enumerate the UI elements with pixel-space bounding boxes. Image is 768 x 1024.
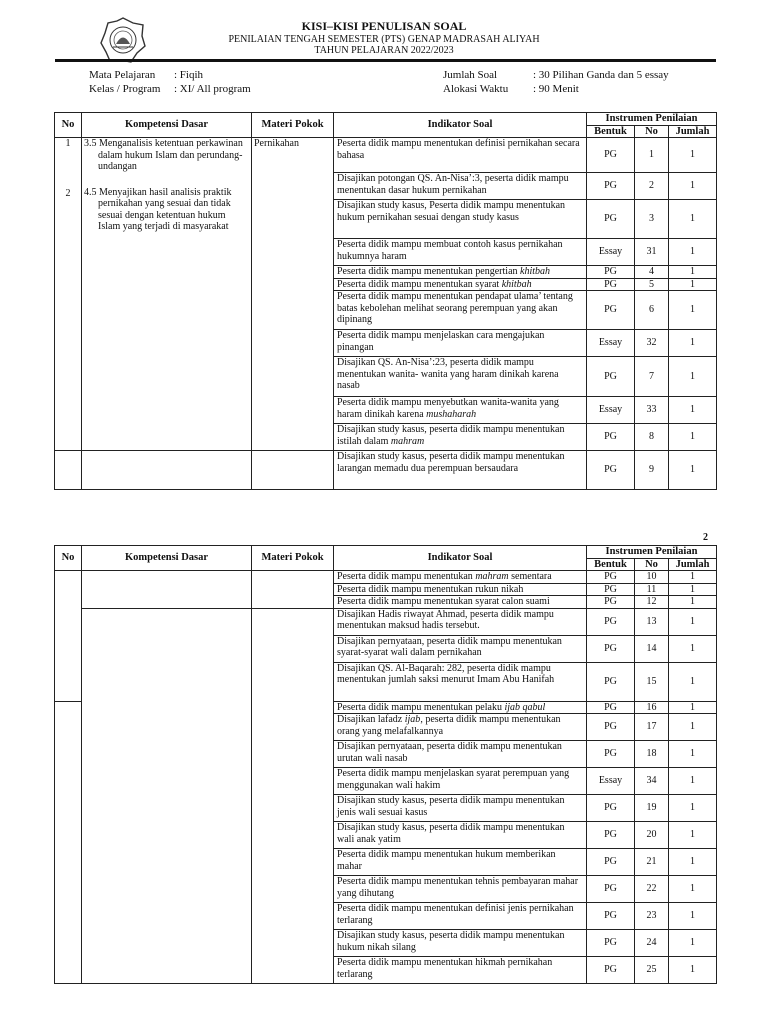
class-value: : XI/ All program — [174, 83, 251, 95]
jumlah-cell: 1 — [669, 200, 717, 239]
indicator-cell: Disajikan Hadis riwayat Ahmad, peserta didik mampu menentukan maksud hadis tersebut. — [334, 608, 587, 635]
jumlah-cell: 1 — [669, 424, 717, 451]
indicator-cell: Disajikan study kasus, peserta didik mampu menentukan hukum nikah silang — [334, 930, 587, 957]
indicator-cell: Peserta didik mampu menentukan pelaku ijab qabul — [334, 701, 587, 714]
indicator-cell: Peserta didik mampu menentukan rukun nikah — [334, 583, 587, 596]
col-header-indikator: Indikator Soal — [334, 546, 587, 571]
document-title: KISI–KISI PENULISAN SOAL — [301, 19, 467, 33]
bentuk-cell: PG — [587, 200, 635, 239]
indicator-cell: Disajikan QS. Al-Baqarah: 282, peserta didik mampu menentukan jumlah saksi menurut Imam Abu Hanifah — [334, 662, 587, 701]
col-header-indikator: Indikator Soal — [334, 113, 587, 138]
jumlah-cell: 1 — [669, 266, 717, 279]
indicator-cell: Peserta didik mampu menentukan pendapat ulama’ tentang batas kebolehan melihat seorang perempuan yang akan dipinang — [334, 291, 587, 330]
kd-number-1: 1 — [65, 138, 71, 149]
question-number-cell: 14 — [635, 635, 669, 662]
question-number-cell: 13 — [635, 608, 669, 635]
materi-cell: Pernikahan — [252, 138, 334, 451]
bentuk-cell: PG — [587, 795, 635, 822]
question-number-cell: 25 — [635, 957, 669, 984]
time-value: : 90 Menit — [533, 83, 579, 95]
bentuk-cell: PG — [587, 278, 635, 291]
empty-cell — [252, 608, 334, 984]
bentuk-cell: PG — [587, 596, 635, 609]
question-number-cell: 34 — [635, 768, 669, 795]
bentuk-cell: PG — [587, 822, 635, 849]
academic-year: TAHUN PELAJARAN 2022/2023 — [314, 45, 454, 56]
question-number-cell: 23 — [635, 903, 669, 930]
bentuk-cell: Essay — [587, 239, 635, 266]
indicator-cell: Peserta didik mampu menentukan pengertian khitbah — [334, 266, 587, 279]
subject-value: : Fiqih — [174, 69, 204, 81]
table-row — [55, 451, 717, 490]
question-number-cell: 9 — [635, 451, 669, 490]
question-number-cell: 32 — [635, 330, 669, 357]
indicator-cell: Disajikan pernyataan, peserta didik mampu menentukan syarat-syarat wali dalam pernikahan — [334, 635, 587, 662]
jumlah-cell: 1 — [669, 596, 717, 609]
bentuk-cell: PG — [587, 849, 635, 876]
col-header-no: No — [55, 113, 82, 138]
col-header-no: No — [55, 546, 82, 571]
bentuk-cell: PG — [587, 571, 635, 584]
indicator-cell: Peserta didik mampu menentukan mahram sementara — [334, 571, 587, 584]
bentuk-cell: PG — [587, 662, 635, 701]
jumlah-cell: 1 — [669, 768, 717, 795]
question-number-cell: 18 — [635, 741, 669, 768]
col-header-jumlah: Jumlah — [669, 125, 717, 138]
class-label: Kelas / Program — [89, 83, 161, 95]
indicator-cell: Peserta didik mampu menyebutkan wanita-wanita yang haram dinikah karena mushaharah — [334, 397, 587, 424]
jumlah-cell: 1 — [669, 822, 717, 849]
jumlah-cell: 1 — [669, 714, 717, 741]
jumlah-cell: 1 — [669, 930, 717, 957]
jumlah-cell: 1 — [669, 608, 717, 635]
empty-cell — [82, 571, 252, 609]
indicator-cell: Peserta didik mampu menentukan definisi jenis pernikahan terlarang — [334, 903, 587, 930]
page-number: 2 — [703, 532, 708, 543]
empty-cell — [252, 571, 334, 609]
jumlah-cell: 1 — [669, 957, 717, 984]
jumlah-cell: 1 — [669, 876, 717, 903]
question-number-cell: 15 — [635, 662, 669, 701]
indicator-cell: Disajikan potongan QS. An-Nisa’:3, peserta didik mampu menentukan dasar hukum pernikahan — [334, 173, 587, 200]
col-header-instrumen: Instrumen Penilaian — [587, 546, 717, 559]
question-number-cell: 17 — [635, 714, 669, 741]
jumlah-cell: 1 — [669, 701, 717, 714]
bentuk-cell: PG — [587, 583, 635, 596]
kd-text-2: 4.5 Menyajikan hasil analisis praktik pernikahan yang sesuai dan tidak sesuai dengan ketentuan hukum Islam yang terjadi di masyarakat — [84, 186, 232, 232]
question-number-cell: 19 — [635, 795, 669, 822]
bentuk-cell: PG — [587, 635, 635, 662]
bentuk-cell: PG — [587, 903, 635, 930]
count-value: : 30 Pilihan Ganda dan 5 essay — [533, 69, 669, 81]
table-row — [55, 608, 717, 635]
kd-cell — [82, 138, 252, 451]
indicator-cell: Peserta didik mampu menentukan syarat khitbah — [334, 278, 587, 291]
indicator-cell: Disajikan study kasus, Peserta didik mampu menentukan hukum pernikahan sesuai dengan study kasus — [334, 200, 587, 239]
bentuk-cell: PG — [587, 741, 635, 768]
bentuk-cell: Essay — [587, 768, 635, 795]
indicator-cell: Peserta didik mampu menentukan definisi pernikahan secara bahasa — [334, 138, 587, 173]
header-rule — [55, 59, 716, 62]
question-number-cell: 16 — [635, 701, 669, 714]
jumlah-cell: 1 — [669, 397, 717, 424]
jumlah-cell: 1 — [669, 795, 717, 822]
indicator-cell: Peserta didik mampu menentukan hukum memberikan mahar — [334, 849, 587, 876]
question-number-cell: 21 — [635, 849, 669, 876]
indicator-cell: Disajikan study kasus, peserta didik mampu menentukan istilah dalam mahram — [334, 424, 587, 451]
question-number-cell: 7 — [635, 357, 669, 397]
indicator-cell: Peserta didik mampu membuat contoh kasus pernikahan hukumnya haram — [334, 239, 587, 266]
col-header-kd: Kompetensi Dasar — [82, 113, 252, 138]
bentuk-cell: PG — [587, 138, 635, 173]
bentuk-cell: Essay — [587, 330, 635, 357]
bentuk-cell: PG — [587, 957, 635, 984]
jumlah-cell: 1 — [669, 741, 717, 768]
col-header-jumlah: Jumlah — [669, 558, 717, 571]
col-header-materi: Materi Pokok — [252, 113, 334, 138]
bentuk-cell: PG — [587, 701, 635, 714]
indicator-cell: Disajikan study kasus, peserta didik mampu menentukan jenis wali sesuai kasus — [334, 795, 587, 822]
bentuk-cell: PG — [587, 714, 635, 741]
time-label: Alokasi Waktu — [443, 83, 509, 95]
empty-cell — [82, 608, 252, 984]
indicator-cell: Disajikan QS. An-Nisa’:23, peserta didik mampu menentukan wanita- wanita yang haram dinikah karena nasab — [334, 357, 587, 397]
empty-cell — [252, 451, 334, 490]
question-number-cell: 4 — [635, 266, 669, 279]
jumlah-cell: 1 — [669, 291, 717, 330]
jumlah-cell: 1 — [669, 451, 717, 490]
meta-left — [89, 68, 251, 96]
bentuk-cell: PG — [587, 173, 635, 200]
empty-cell — [82, 451, 252, 490]
jumlah-cell: 1 — [669, 173, 717, 200]
table-row — [55, 138, 717, 173]
indicator-cell: Peserta didik mampu menjelaskan cara mengajukan pinangan — [334, 330, 587, 357]
col-header-nomor: No — [635, 125, 669, 138]
kisi-table-page-1 — [54, 112, 717, 490]
empty-cell — [55, 701, 82, 984]
indicator-cell: Disajikan lafadz ijab, peserta didik mampu menentukan orang yang melafalkannya — [334, 714, 587, 741]
question-number-cell: 33 — [635, 397, 669, 424]
empty-cell — [55, 451, 82, 490]
question-number-cell: 2 — [635, 173, 669, 200]
question-number-cell: 5 — [635, 278, 669, 291]
indicator-cell: Peserta didik mampu menentukan syarat calon suami — [334, 596, 587, 609]
bentuk-cell: PG — [587, 876, 635, 903]
kd-number-2: 2 — [65, 187, 71, 199]
jumlah-cell: 1 — [669, 583, 717, 596]
indicator-cell: Peserta didik mampu menentukan hikmah pernikahan terlarang — [334, 957, 587, 984]
question-number-cell: 10 — [635, 571, 669, 584]
bentuk-cell: PG — [587, 608, 635, 635]
question-number-cell: 6 — [635, 291, 669, 330]
bentuk-cell: PG — [587, 424, 635, 451]
question-number-cell: 22 — [635, 876, 669, 903]
jumlah-cell: 1 — [669, 138, 717, 173]
jumlah-cell: 1 — [669, 849, 717, 876]
col-header-bentuk: Bentuk — [587, 125, 635, 138]
question-number-cell: 11 — [635, 583, 669, 596]
indicator-cell: Disajikan study kasus, peserta didik mampu menentukan larangan memadu dua perempuan bersaudara — [334, 451, 587, 490]
bentuk-cell: PG — [587, 266, 635, 279]
kd-text-1: 3.5 Menganalisis ketentuan perkawinan dalam hukum Islam dan perundang-undangan — [84, 138, 243, 172]
question-number-cell: 31 — [635, 239, 669, 266]
col-header-instrumen: Instrumen Penilaian — [587, 113, 717, 126]
document-subtitle: PENILAIAN TENGAH SEMESTER (PTS) GENAP MADRASAH ALIYAH — [228, 34, 540, 45]
count-label: Jumlah Soal — [443, 69, 498, 81]
col-header-materi: Materi Pokok — [252, 546, 334, 571]
bentuk-cell: PG — [587, 291, 635, 330]
meta-right — [443, 68, 669, 96]
jumlah-cell: 1 — [669, 239, 717, 266]
question-number-cell: 12 — [635, 596, 669, 609]
kd-number-cell — [55, 138, 82, 451]
jumlah-cell: 1 — [669, 330, 717, 357]
col-header-kd: Kompetensi Dasar — [82, 546, 252, 571]
jumlah-cell: 1 — [669, 278, 717, 291]
kisi-table-page-2 — [54, 545, 717, 984]
jumlah-cell: 1 — [669, 357, 717, 397]
question-number-cell: 8 — [635, 424, 669, 451]
col-header-bentuk: Bentuk — [587, 558, 635, 571]
jumlah-cell: 1 — [669, 903, 717, 930]
table-row — [55, 571, 717, 584]
question-number-cell: 1 — [635, 138, 669, 173]
bentuk-cell: PG — [587, 357, 635, 397]
col-header-nomor: No — [635, 558, 669, 571]
empty-cell — [55, 571, 82, 702]
jumlah-cell: 1 — [669, 571, 717, 584]
indicator-cell: Disajikan study kasus, peserta didik mampu menentukan wali anak yatim — [334, 822, 587, 849]
question-number-cell: 24 — [635, 930, 669, 957]
jumlah-cell: 1 — [669, 662, 717, 701]
bentuk-cell: PG — [587, 930, 635, 957]
question-number-cell: 3 — [635, 200, 669, 239]
question-number-cell: 20 — [635, 822, 669, 849]
indicator-cell: Disajikan pernyataan, peserta didik mampu menentukan urutan wali nasab — [334, 741, 587, 768]
indicator-cell: Peserta didik mampu menentukan tehnis pembayaran mahar yang dihutang — [334, 876, 587, 903]
indicator-cell: Peserta didik mampu menjelaskan syarat perempuan yang menggunakan wali hakim — [334, 768, 587, 795]
bentuk-cell: Essay — [587, 397, 635, 424]
bentuk-cell: PG — [587, 451, 635, 490]
subject-label: Mata Pelajaran — [89, 69, 156, 81]
jumlah-cell: 1 — [669, 635, 717, 662]
